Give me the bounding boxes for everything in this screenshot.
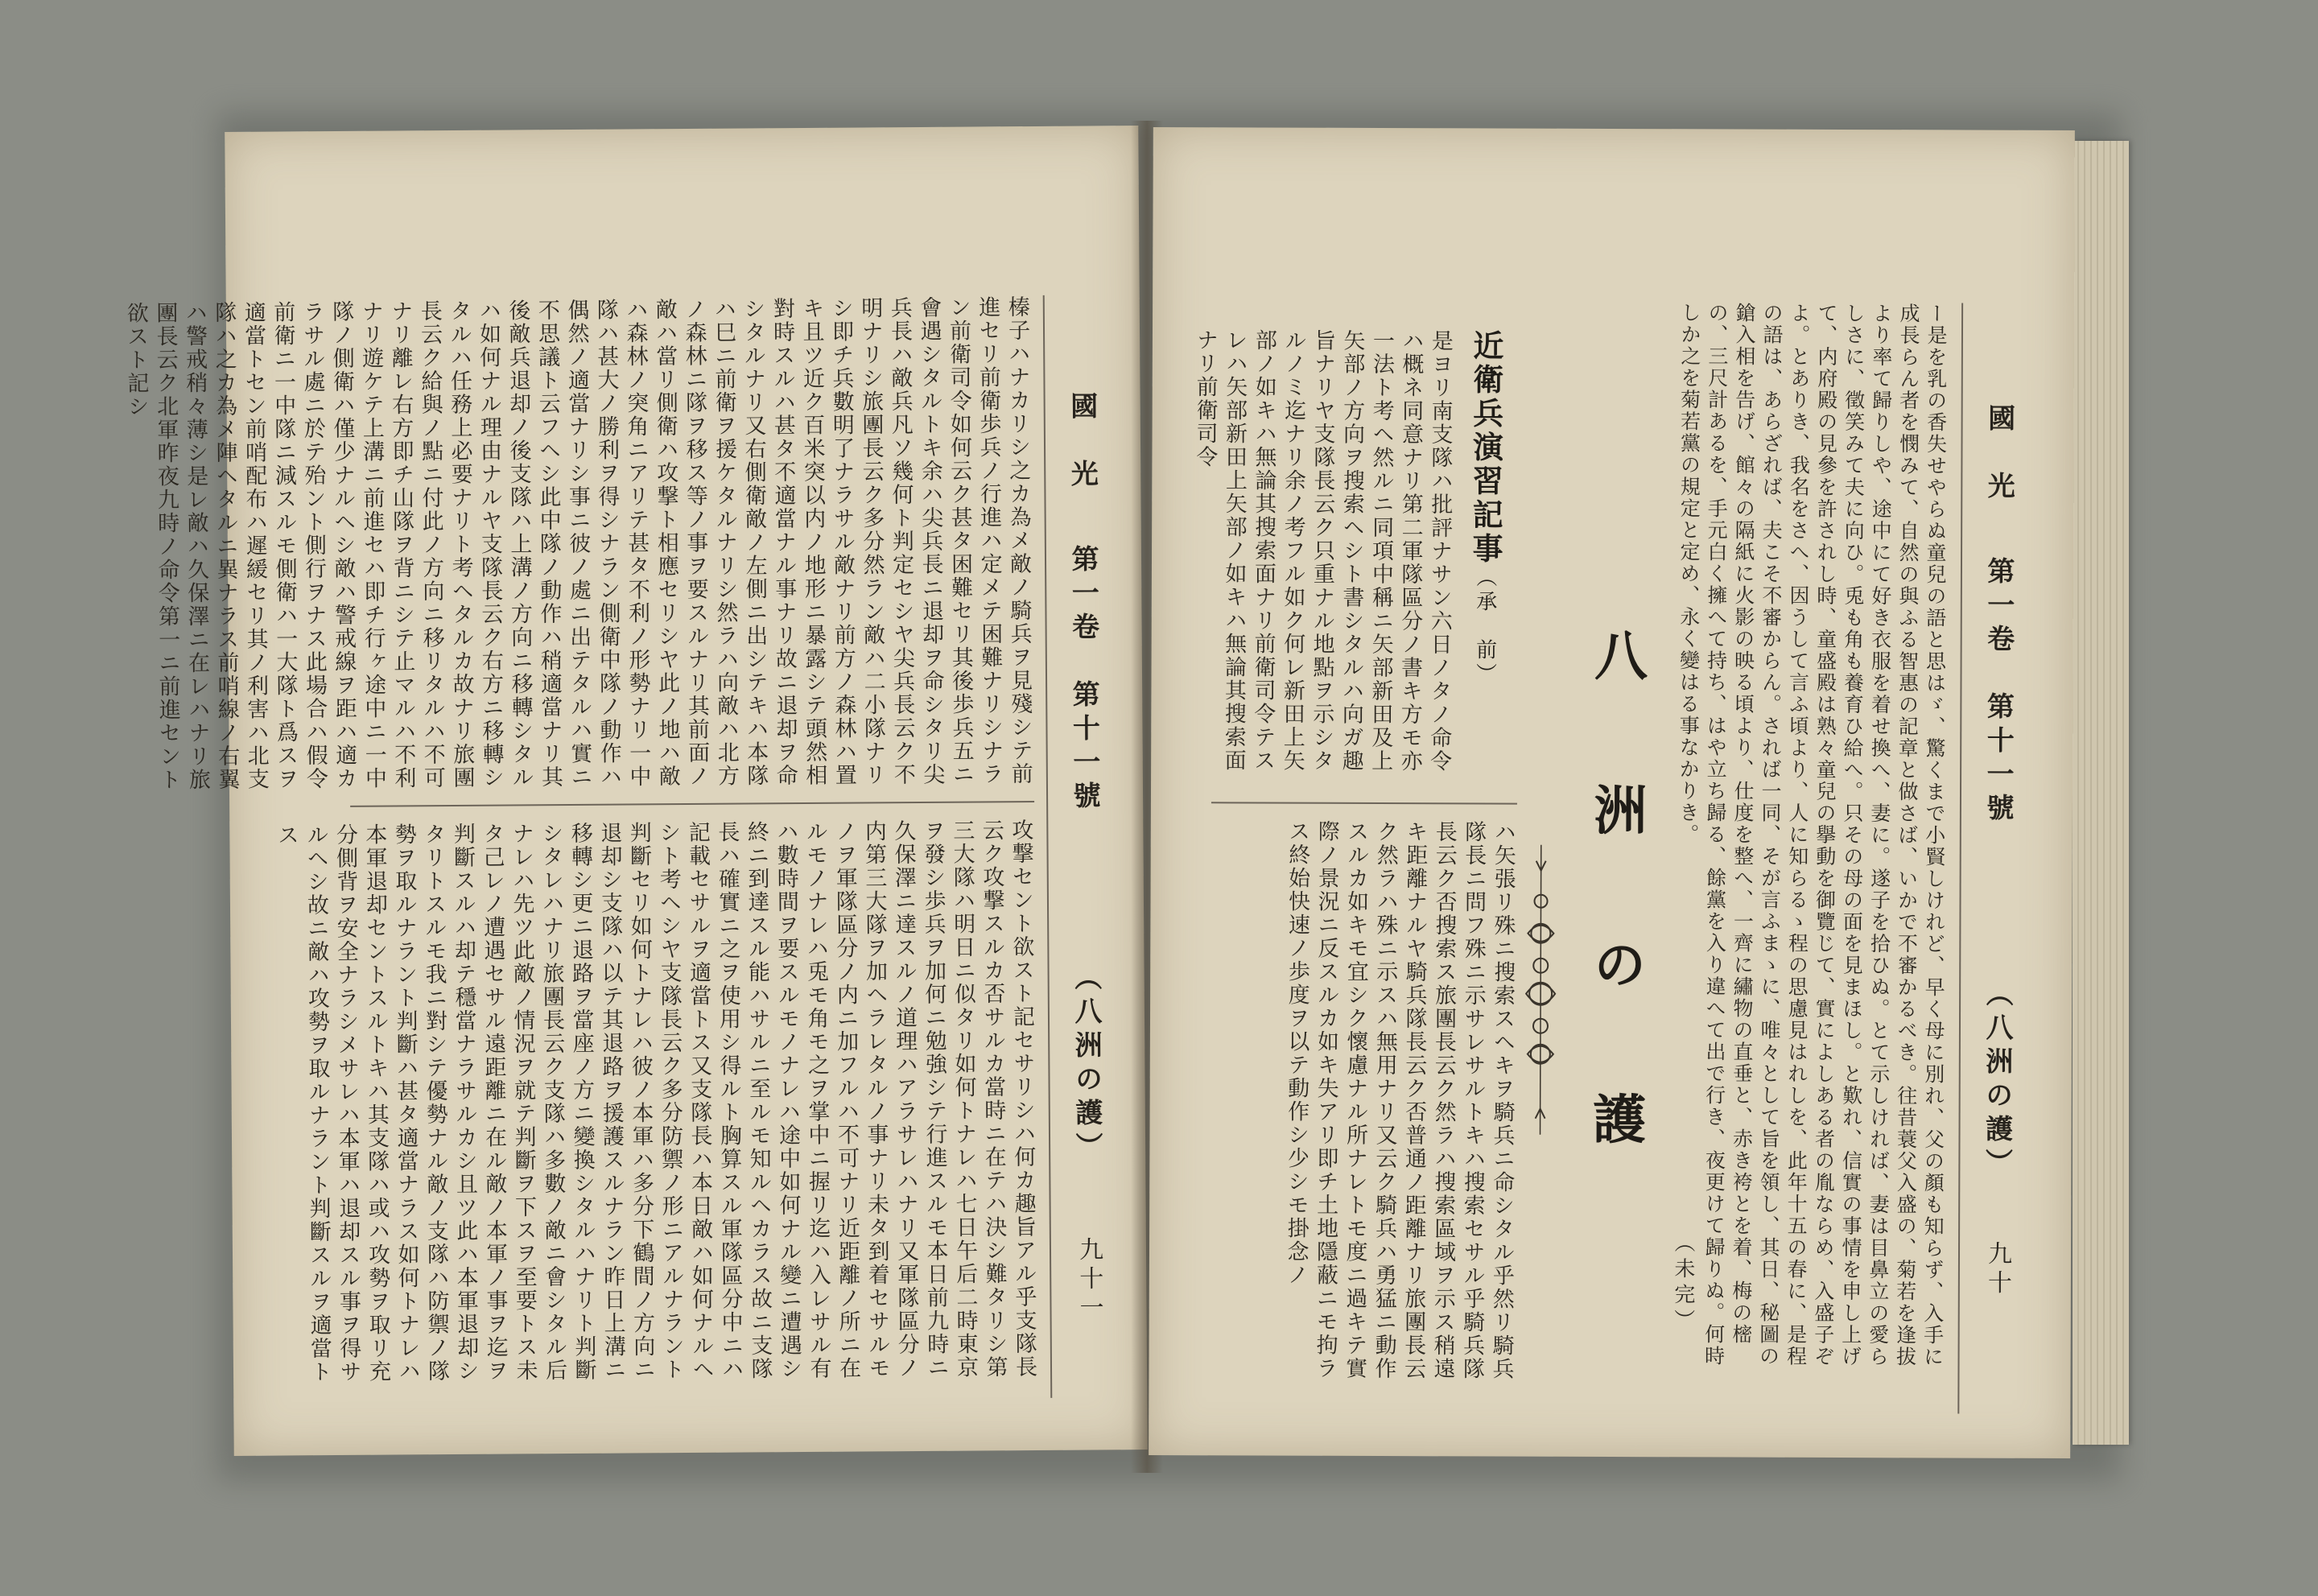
- article-title: [1466, 329, 1505, 687]
- left-header-rule: [1043, 295, 1053, 1398]
- right-section-label: （八洲の護）: [1980, 979, 2014, 1182]
- left-volume-issue: 第一卷 第十一號: [1066, 544, 1101, 815]
- article-note: （承 前）: [1472, 566, 1497, 687]
- article-lower-text: ハ矢張リ殊ニ搜索スヘキヲ騎兵ニ命シタル乎然リ騎兵隊長ニ問フ殊ニ示サレサルトキハ搜索セサル乎騎兵隊長云ク否搜索ス旅團長云ク然ラハ搜索區域ヲ示ス稍遠キ距離ナルヤ騎兵隊長云ク否普通ノ距離ナリ旅團長云ク然ラハ殊ニ示スハ無用ナリ又云ク騎兵ハ勇猛ニ動作スルカ如キモ宜シク懷慮ナル所ナレトモ度ニ過キテ實際ノ景況ニ反スルカ如キ失アリ即チ土地隱蔽ニモ拘ラス終始快速ノ歩度ヲ以テ動作シ少シモ掛念ノ: [1283, 819, 1516, 1381]
- left-page: [122, 126, 1147, 1456]
- left-running-title: 國 光: [1065, 391, 1099, 493]
- right-volume-issue: 第一卷 第十一號: [1981, 556, 2015, 827]
- left-page-number: 九十一: [1074, 1236, 1103, 1324]
- article-title-text: 近衛兵演習記事: [1466, 329, 1505, 567]
- left-upper-text: 榛子ハナカリシ之カ為メ敵ノ騎兵ヲ見殘シテ前進セリ前衛歩兵ノ行進ハ定メテ困難ナリシナラン前衛司令如何云ク甚タ困難セリ其後歩兵五ニ會遇シタルトキ余ハ尖兵長ニ退却ヲ命シタリ尖兵長ハ敵兵凡ソ幾何ト判定セシヤ尖兵長云ク不明ナリシ旅團長云ク多分然ラン敵ハ二小隊ナリシ即チ兵數明了ナラサル敵ナリ前方ノ森林ハ置キ且ツ近ク百米突以内ノ地形ニ暴露シテ頭然相對時スルハ甚タ不適當ナル事ナリ故ニ退却ヲ命シタルナリ又右側衛敵ノ左側ニ出シテキハ本隊ハ巳ニ前衛ヲ援ケタルナリシ然ラハ向敵ハ北方ノ森林ニ隊ヲ移ス等ノ事ヲ要スルナリ其前面ノ敵ハ當リ側衛ハ攻撃ト相應セリシヤ此ノ地ハ敵ハ森林ノ突角ニアリテ甚タ不利ノ形勢ナリ一中隊ハ甚大ノ勝利ヲ得シナラン側衛中隊ノ動作ハ偶然ノ適當ナリシ事ニ彼ノ處ニ出テタルハ實ニ不思議ト云フヘシ此中隊ノ動作ハ稍適當ナリ其後敵兵退却ノ後支隊ハ上溝ノ方向ニ移轉シタルハ如何ナル理由ナルヤ支隊長云ク右方ニ移轉シタルハ任務上必要ナリト考ヘタルカ故ナリ旅團長云ク給與ノ點ニ付此ノ方向ニ移リタルハ不可ナリ離レ右方即チ山隊ヲ背ニシテ止マルハ不利ナリ遊ケテ上溝ニ前進セハ即チ行ヶ途中ニ一中隊ノ側衛ハ僅少ナルヘシ敵ハ警戒線ヲ距ハ適カラサル處ニ於テ殆ント側行ヲナス此場合ハ假令前衛ニ一中隊ニ減スルモ側衛ハ一大隊ト爲スヲ適當トセン前哨配布ハ遲緩セリ其ノ利害ハ北支隊ハ之カ為メ陣ヘタルニ異ナラス前哨線ノ右翼ハ警戒稍々薄シ是レ敵ハ久保澤ニ在レハナリ旅團長云ク北軍昨夜九時ノ命令第一ニ前進セント欲スト記シ: [122, 295, 1033, 792]
- story-end-mark: （未完）: [1670, 1231, 1696, 1335]
- right-running-title: 國 光: [1982, 403, 2015, 505]
- left-section-label: （八洲の護）: [1069, 963, 1103, 1166]
- story-title: 八 洲 の 護: [1583, 627, 1648, 1169]
- ornament-icon: [1516, 845, 1565, 1135]
- story-text: ー是を乳の香失せやらぬ童兒の語と思はゞ、驚くまで小賢しけれど、早く母に別れ、父の顏も知らず、入手に成長らん者を憫みて、自然の與ふる智惠の記章と做さば、いかで不審かるべき。往昔蓑父入盛の、菊若を逢拔より率て歸りしや、途中にて好き衣服を着せ換へ、妻に。遂子を拾ひぬ。とて示しければ、妻は目鼻立の愛らしさに、徵笑みて夫に向ひ。兎も角も養育ひ給へ。只その母の面を見まほし。と歎れ、信實の事情を申し上げて、内府殿の見參を許されし時、童盛殿は熟々童兒の擧動を御覽じて、實によしある者の胤ならめ、入盛子ぞよ。とありき、我名をさへ、因うして言ふ頃より、人に知らるゝ程の思慮見はれしを、此年十五の春に、是程の語は、あらざれば、夫こそ不審からん。されば一同、そが言ふまゝに、唯々として旨を領し、其日、秘圖の鎗入相を告げ、館々の隔紙に火影の映る頃より、仕度を整へ、一齊に繡物の直垂と、赤き袴とを着、梅の樒の、三尺計あるを、手元白く擁へて持ち、はや立ち歸る、餘黨を入り違へて出で行き、夜更けて歸りぬ。何時しか之を菊若黨の規定と定め、永く變はる事なかりき。: [1676, 302, 1949, 1368]
- article-upper-text: 是ヨリ南支隊ハ批評ナサン六日ノタノ命令ハ概ネ同意ナリ第二軍隊區分ノ書キ方モ亦一法ト考ヘ然ルニ同項中稱ニ矢部新田及上矢部ノ方向ヲ搜索ヘシト書シタルハ向ガ趣旨ナリヤ支隊長云ク只重ナル地點ヲ示シタルノミ迄ナリ余ノ考フル如ク何レ新田上矢部ノ如キハ無論其搜索面ナリ前衛司令テスレハ矢部新田上矢部ノ如キハ無論其搜索面ナリ前衛司令: [1192, 328, 1454, 773]
- right-page-number: 九十: [1982, 1240, 2012, 1299]
- right-page: [1149, 127, 2075, 1458]
- left-lower-text: 攻撃セント欲スト記セサリシハ何カ趣旨アル乎支隊長云ク攻撃スルカ否サルカ當時ニ在テハ決シ難タリシ第三大隊ハ明日ニ似タリ如何トナレハ七日午后二時東京ヲ發シ歩兵ヲ加何ニ勉強シテ行進スルモ本日前九時ニ久保澤ニ達スルノ道理ハアラサレハナリ又軍隊區分ノ内第三大隊ヲ加ヘラレタルノ事ナリ未タ到着セサルモノヲ軍隊區分ノ内ニ加フルハ不可ナリ近距離ノ所ニ在ルモノナレハ兎モ角モ之ヲ掌中ニ握リ迄ハ入レサル有ハ數時間ヲ要スルモノナレハ途中如何ナル變ニ遭遇シ終ニ到達スル能ハサルニ至ルモ知ルヘカラス故ニ支隊長ハ確實ニ之ヲ使用シ得ルト胸算スル軍隊區分中ニハ記載セサルヲ適當トス又支隊長ハ本日敵ハ如何ナルヘシト考ヘシヤ支隊長云ク多分防禦ノ形ニアルナラント判斷セリ如何トナレハ彼ノ本軍ハ多分下鶴間ノ方向ニ退却シ支隊ハ以テ其退路ヲ援護スルナラン昨日上溝ニ移轉シ更ニ退路ヲ當座ノ方ニ變換シタルハナリト判斷シタレハナリ旅團長云ク支隊ハ多數ノ敵ニ會シタル后ナレハ先ツ此敵ノ情況ヲ就テ判斷ヲ下スヲ至要トス未タ己レノ遭遇セサル遠距離ニ在ル敵ノ本軍ノ事ヲ迄ヲ判斷スルハ却テ穩當ナラサルカシ且ツ此ハ本軍退却シタリトスルモ我ニ對シテ優勢ナル敵ノ支隊ハ防禦ノ隊勢ヲ取ルナラント判斷ハ甚タ適當ナラス如何トナレハ本軍退却セントスルトキハ其支隊ハ或ハ攻勢ヲ取リ充分側背ヲ安全ナラシメサレハ本軍ハ退却スル事ヲ得サルヘシ故ニ敵ハ攻勢ヲ取ルナラント判斷スルヲ適當トス: [273, 818, 1037, 1384]
- right-divider: [1211, 802, 1517, 804]
- left-divider: [350, 801, 1034, 807]
- right-header-rule: [1957, 303, 1963, 1414]
- page-edges: [2073, 141, 2129, 1445]
